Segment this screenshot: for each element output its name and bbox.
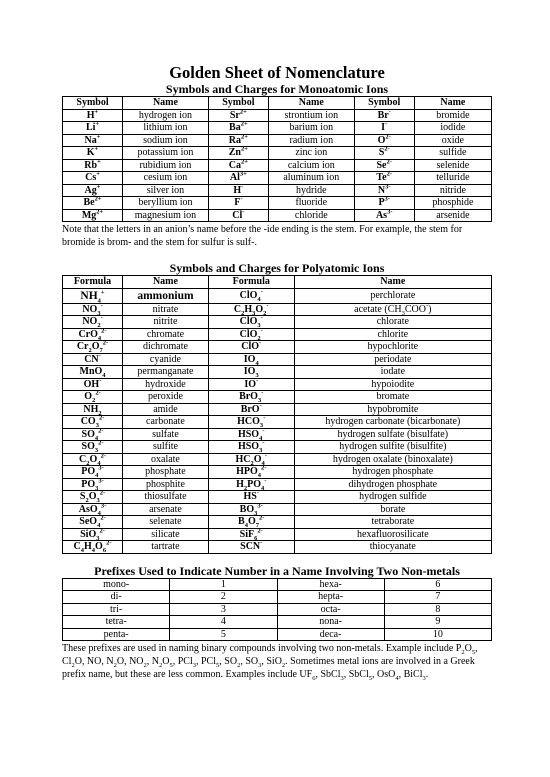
prefix-number: 8 (384, 603, 491, 616)
ion-formula: $H_2PO_4^-$ (208, 478, 294, 491)
ion-name: dichromate (123, 341, 209, 354)
ion-name: peroxide (123, 391, 209, 404)
ion-name: hydrogen oxalate (binoxalate) (294, 453, 491, 466)
ion-formula: $C_2O_4^{2-}$ (63, 453, 123, 466)
ion-symbol: I- (354, 122, 414, 135)
ion-name: carbonate (123, 416, 209, 429)
ion-formula: ClO$_3$- (208, 316, 294, 329)
ion-name: chlorite (294, 328, 491, 341)
table-row (63, 147, 492, 160)
ion-name: sulfate (123, 428, 209, 441)
ion-symbol: $Zn^{2+}$ (208, 147, 268, 160)
ion-formula: IO- (208, 378, 294, 391)
ion-formula: $BO_3^{3-}$ (208, 503, 294, 516)
table-row (63, 303, 492, 316)
ion-formula: CN- (63, 353, 123, 366)
prefixes-note: These prefixes are used in naming binary compounds involving two non-metals. Example include $P_2O_5$, $Cl_2O$, NO, $N_2O$, $NO_2$, $N_2O_5$, PCl$_3$, PCl$_5$, $SO_2$, $SO_3$, SiO$_2$. Sometimes metal ions are involved in a Greek prefix name, but these are less common. Examples include $UF_6$, SbCl$_3$, SbCl$_5$, OsO$_4$, BiCl$_3$. (62, 643, 478, 682)
table-row (63, 341, 492, 354)
ion-formula: $NO_2^-$ (63, 316, 123, 329)
table-row (63, 428, 492, 441)
ion-symbol: Na+ (63, 134, 123, 147)
ion-symbol: $Be^{2+}$ (63, 197, 123, 210)
table-row (63, 391, 492, 404)
ion-formula: SeO$_4^{2-}$ (63, 516, 123, 529)
ion-name: strontium ion (268, 109, 354, 122)
ion-name: permanganate (123, 366, 209, 379)
ion-name: sulfite (123, 441, 209, 454)
ion-name: hypoiodite (294, 378, 491, 391)
ion-name: barium ion (268, 122, 354, 135)
ion-name: silicate (123, 528, 209, 541)
ion-formula: $PO_3^{3-}$ (63, 478, 123, 491)
ion-symbol: $Te^{2-}$ (354, 172, 414, 185)
ion-name: rubidium ion (123, 159, 209, 172)
ion-name: periodate (294, 353, 491, 366)
ion-name: selenate (123, 516, 209, 529)
ion-symbol: Cl- (208, 209, 268, 222)
ion-formula: $C_4H_4O_6^{2-}$ (63, 541, 123, 554)
table-row (63, 466, 492, 479)
ion-name: sodium ion (123, 134, 209, 147)
prefixes-table (62, 578, 492, 642)
monoatomic-header-row (63, 97, 492, 110)
ion-name: hydrogen carbonate (bicarbonate) (294, 416, 491, 429)
ion-name: hydride (268, 184, 354, 197)
ion-name: phosphide (414, 197, 491, 210)
ion-name: phosphate (123, 466, 209, 479)
ion-name: ammonium (123, 288, 209, 303)
table-row (63, 109, 492, 122)
ion-formula: HS- (208, 491, 294, 504)
ion-formula: $IO_3$ (208, 366, 294, 379)
ion-name: amide (123, 403, 209, 416)
column-header: Formula (208, 276, 294, 289)
table-row (63, 353, 492, 366)
ion-formula: $S_2O_3^{2-}$ (63, 491, 123, 504)
ion-name: oxide (414, 134, 491, 147)
ion-name: hypobromite (294, 403, 491, 416)
ion-formula: $SO_4^{2-}$ (63, 428, 123, 441)
ion-name: hydrogen phosphate (294, 466, 491, 479)
column-header: Formula (63, 276, 123, 289)
prefix: tri- (63, 603, 170, 616)
table-row (63, 403, 492, 416)
prefixes-body (63, 578, 492, 641)
column-header: Symbol (354, 97, 414, 110)
table-row (63, 197, 492, 210)
table-row (63, 616, 492, 629)
ion-name: iodate (294, 366, 491, 379)
ion-name: thiosulfate (123, 491, 209, 504)
ion-name: fluoride (268, 197, 354, 210)
prefix-number: 5 (170, 628, 277, 641)
prefix: penta- (63, 628, 170, 641)
ion-symbol: $P^{3-}$ (354, 197, 414, 210)
table-row (63, 541, 492, 554)
ion-formula: $HPO_4^{2-}$ (208, 466, 294, 479)
table-row (63, 122, 492, 135)
ion-name: bromide (414, 109, 491, 122)
ion-name: hexafluorosilicate (294, 528, 491, 541)
table-row (63, 172, 492, 185)
ion-name: chlorate (294, 316, 491, 329)
ion-name: selenide (414, 159, 491, 172)
ion-name: sulfide (414, 147, 491, 160)
table-row (63, 416, 492, 429)
table-row (63, 441, 492, 454)
ion-symbol: $O^{2-}$ (354, 134, 414, 147)
ion-name: chromate (123, 328, 209, 341)
polyatomic-body (63, 288, 492, 553)
ion-formula: ClO- (208, 341, 294, 354)
prefix-number: 9 (384, 616, 491, 629)
prefix: mono- (63, 578, 170, 591)
ion-symbol: Li+ (63, 122, 123, 135)
ion-formula: $SO_3^{2-}$ (63, 441, 123, 454)
ion-formula: $HC_2O_4^-$ (208, 453, 294, 466)
polyatomic-table (62, 275, 492, 554)
table-row (63, 578, 492, 591)
ion-formula: $PO_4^{3-}$ (63, 466, 123, 479)
ion-formula: MnO$_4$ (63, 366, 123, 379)
ion-name: beryllium ion (123, 197, 209, 210)
ion-symbol: $Al^{3+}$ (208, 172, 268, 185)
nomenclature-sheet (62, 64, 492, 681)
ion-name: nitrate (123, 303, 209, 316)
monoatomic-body (63, 109, 492, 222)
ion-symbol: F- (208, 197, 268, 210)
table-row (63, 184, 492, 197)
ion-formula: BrO$_3$- (208, 391, 294, 404)
table-row (63, 378, 492, 391)
ion-name: lithium ion (123, 122, 209, 135)
ion-name: hydrogen sulfate (bisulfate) (294, 428, 491, 441)
table-row (63, 366, 492, 379)
ion-symbol: $Ca^{2+}$ (208, 159, 268, 172)
ion-formula: $NH_4^+$ (63, 288, 123, 303)
ion-symbol: $Ba^{2+}$ (208, 122, 268, 135)
ion-name: hydrogen sulfite (bisulfite) (294, 441, 491, 454)
ion-name: potassium ion (123, 147, 209, 160)
ion-name: aluminum ion (268, 172, 354, 185)
ion-name: oxalate (123, 453, 209, 466)
prefix: hepta- (277, 591, 384, 604)
polyatomic-header-row (63, 276, 492, 289)
ion-name: chloride (268, 209, 354, 222)
ion-name: dihydrogen phosphate (294, 478, 491, 491)
ion-formula: SiO$_3^{2-}$ (63, 528, 123, 541)
monoatomic-heading: Symbols and Charges for Monoatomic Ions (165, 82, 389, 96)
ion-formula: $O_2^{2-}$ (63, 391, 123, 404)
prefixes-heading: Prefixes Used to Indicate Number in a Name Involving Two Non-metals (94, 563, 460, 578)
ion-formula: $Cr_2O_7^{2-}$ (63, 341, 123, 354)
column-header: Name (268, 97, 354, 110)
ion-symbol: K+ (63, 147, 123, 160)
page-title: Golden Sheet of Nomenclature (169, 63, 385, 82)
column-header: Symbol (63, 97, 123, 110)
ion-name: silver ion (123, 184, 209, 197)
prefix: tetra- (63, 616, 170, 629)
prefix-number: 4 (170, 616, 277, 629)
ion-formula: SiF$_6^{2-}$ (208, 528, 294, 541)
ion-name: hydroxide (123, 378, 209, 391)
table-row (63, 591, 492, 604)
column-header: Name (123, 276, 209, 289)
ion-symbol: $Se^{2-}$ (354, 159, 414, 172)
table-row (63, 628, 492, 641)
ion-name: thiocyanate (294, 541, 491, 554)
prefix: deca- (277, 628, 384, 641)
ion-symbol: $Ra^{2+}$ (208, 134, 268, 147)
table-row (63, 603, 492, 616)
prefix-number: 2 (170, 591, 277, 604)
ion-formula: $IO_4$ (208, 353, 294, 366)
ion-symbol: $S^{2-}$ (354, 147, 414, 160)
ion-name: calcium ion (268, 159, 354, 172)
ion-formula: $CO_3^{2-}$ (63, 416, 123, 429)
ion-symbol: $As^{3-}$ (354, 209, 414, 222)
table-row (63, 491, 492, 504)
prefix-number: 7 (384, 591, 491, 604)
prefix: hexa- (277, 578, 384, 591)
ion-formula: OH- (63, 378, 123, 391)
ion-name: acetate $(CH_3COO^-)$ (294, 303, 491, 316)
column-header: Name (294, 276, 491, 289)
ion-formula: $HSO_4^-$ (208, 428, 294, 441)
anion-stem-note: Note that the letters in an anion’s name before the -ide ending is the stem. For example, the stem for bromide is brom- and the stem for sulfur is sulf-. (62, 224, 463, 248)
column-header: Name (414, 97, 491, 110)
ion-symbol: H- (208, 184, 268, 197)
ion-formula: SCN- (208, 541, 294, 554)
ion-formula: $HCO_3^-$ (208, 416, 294, 429)
prefix-number: 1 (170, 578, 277, 591)
ion-name: nitrite (123, 316, 209, 329)
ion-name: hydrogen sulfide (294, 491, 491, 504)
ion-formula: $NO_3^-$ (63, 303, 123, 316)
ion-name: tartrate (123, 541, 209, 554)
ion-name: cesium ion (123, 172, 209, 185)
ion-formula: $B_4O_7^{2-}$ (208, 516, 294, 529)
ion-formula: AsO$_4^{3-}$ (63, 503, 123, 516)
ion-name: nitride (414, 184, 491, 197)
table-row (63, 288, 492, 303)
ion-formula: ClO$_2$- (208, 328, 294, 341)
table-row (63, 503, 492, 516)
ion-symbol: Br- (354, 109, 414, 122)
prefix-number: 6 (384, 578, 491, 591)
ion-formula: ClO$_4$- (208, 288, 294, 303)
ion-symbol: $Mg^{2+}$ (63, 209, 123, 222)
ion-name: perchlorate (294, 288, 491, 303)
ion-formula: $C_2H_3O_2^-$ (208, 303, 294, 316)
ion-name: hydrogen ion (123, 109, 209, 122)
ion-name: iodide (414, 122, 491, 135)
ion-name: phosphite (123, 478, 209, 491)
table-row (63, 209, 492, 222)
ion-symbol: Rb+ (63, 159, 123, 172)
table-row (63, 453, 492, 466)
ion-symbol: H+ (63, 109, 123, 122)
ion-symbol: $Sr^{2+}$ (208, 109, 268, 122)
ion-name: arsenate (123, 503, 209, 516)
ion-name: zinc ion (268, 147, 354, 160)
table-row (63, 478, 492, 491)
prefix-number: 10 (384, 628, 491, 641)
table-row (63, 516, 492, 529)
ion-name: radium ion (268, 134, 354, 147)
ion-name: telluride (414, 172, 491, 185)
prefix: di- (63, 591, 170, 604)
table-row (63, 316, 492, 329)
ion-name: arsenide (414, 209, 491, 222)
column-header: Symbol (208, 97, 268, 110)
ion-symbol: Cs+ (63, 172, 123, 185)
ion-name: bromate (294, 391, 491, 404)
ion-formula: BrO- (208, 403, 294, 416)
ion-formula: $HSO_3^-$ (208, 441, 294, 454)
ion-name: borate (294, 503, 491, 516)
ion-name: cyanide (123, 353, 209, 366)
monoatomic-table (62, 96, 492, 222)
ion-name: hypochlorite (294, 341, 491, 354)
prefix-number: 3 (170, 603, 277, 616)
prefix: octa- (277, 603, 384, 616)
table-row (63, 528, 492, 541)
table-row (63, 134, 492, 147)
ion-symbol: Ag+ (63, 184, 123, 197)
ion-symbol: $N^{3-}$ (354, 184, 414, 197)
table-row (63, 328, 492, 341)
ion-name: magnesium ion (123, 209, 209, 222)
prefix: nona- (277, 616, 384, 629)
table-row (63, 159, 492, 172)
ion-formula: $NH_2$ (63, 403, 123, 416)
ion-name: tetraborate (294, 516, 491, 529)
polyatomic-heading: Symbols and Charges for Polyatomic Ions (169, 261, 385, 275)
ion-formula: CrO$_4^{2-}$ (63, 328, 123, 341)
column-header: Name (123, 97, 209, 110)
